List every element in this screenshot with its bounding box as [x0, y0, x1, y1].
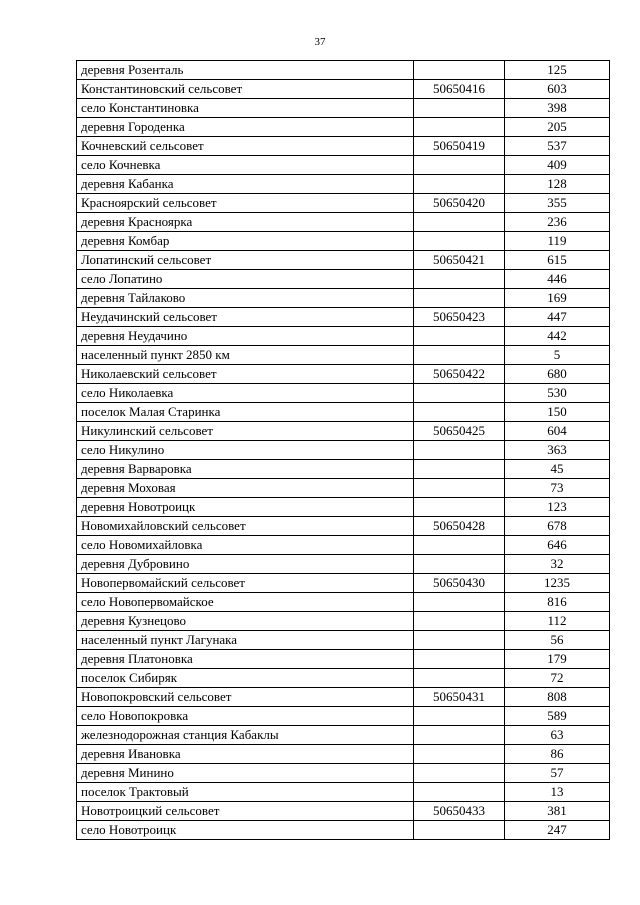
- oktmo-code-cell: [414, 460, 505, 479]
- population-cell: 603: [505, 80, 610, 99]
- oktmo-code-cell: 50650421: [414, 251, 505, 270]
- oktmo-code-cell: [414, 118, 505, 137]
- table-row: [77, 308, 610, 327]
- oktmo-code-cell: [414, 631, 505, 650]
- settlements-table: [76, 60, 610, 840]
- population-cell: 236: [505, 213, 610, 232]
- oktmo-code-cell: [414, 821, 505, 840]
- oktmo-code-cell: [414, 555, 505, 574]
- settlement-name-cell: деревня Новотроицк: [77, 498, 414, 517]
- table-row: [77, 99, 610, 118]
- settlement-name-cell: село Новомихайловка: [77, 536, 414, 555]
- table-row: [77, 821, 610, 840]
- population-cell: 409: [505, 156, 610, 175]
- oktmo-code-cell: 50650416: [414, 80, 505, 99]
- table-row: [77, 270, 610, 289]
- settlement-name-cell: деревня Варваровка: [77, 460, 414, 479]
- settlement-name-cell: Кочневский сельсовет: [77, 137, 414, 156]
- oktmo-code-cell: [414, 175, 505, 194]
- population-cell: 1235: [505, 574, 610, 593]
- population-cell: 205: [505, 118, 610, 137]
- settlement-name-cell: поселок Трактовый: [77, 783, 414, 802]
- table-row: [77, 802, 610, 821]
- table-row: [77, 346, 610, 365]
- settlement-name-cell: деревня Моховая: [77, 479, 414, 498]
- settlement-name-cell: Лопатинский сельсовет: [77, 251, 414, 270]
- oktmo-code-cell: [414, 536, 505, 555]
- oktmo-code-cell: [414, 346, 505, 365]
- population-cell: 57: [505, 764, 610, 783]
- settlement-name-cell: село Константиновка: [77, 99, 414, 118]
- population-cell: 398: [505, 99, 610, 118]
- table-row: [77, 118, 610, 137]
- table-row: [77, 764, 610, 783]
- population-cell: 442: [505, 327, 610, 346]
- population-cell: 123: [505, 498, 610, 517]
- table-row: [77, 650, 610, 669]
- settlement-name-cell: Никулинский сельсовет: [77, 422, 414, 441]
- table-row: [77, 612, 610, 631]
- settlement-name-cell: железнодорожная станция Кабаклы: [77, 726, 414, 745]
- settlement-name-cell: Николаевский сельсовет: [77, 365, 414, 384]
- oktmo-code-cell: [414, 270, 505, 289]
- settlement-name-cell: деревня Ивановка: [77, 745, 414, 764]
- settlement-name-cell: населенный пункт 2850 км: [77, 346, 414, 365]
- table-row: [77, 194, 610, 213]
- table-row: [77, 251, 610, 270]
- settlement-name-cell: деревня Дубровино: [77, 555, 414, 574]
- population-cell: 604: [505, 422, 610, 441]
- population-cell: 169: [505, 289, 610, 308]
- oktmo-code-cell: [414, 61, 505, 80]
- table-row: [77, 783, 610, 802]
- oktmo-code-cell: [414, 403, 505, 422]
- population-cell: 530: [505, 384, 610, 403]
- table-row: [77, 365, 610, 384]
- settlement-name-cell: деревня Неудачино: [77, 327, 414, 346]
- settlement-name-cell: село Новопокровка: [77, 707, 414, 726]
- oktmo-code-cell: [414, 384, 505, 403]
- table-row: [77, 213, 610, 232]
- population-cell: 72: [505, 669, 610, 688]
- oktmo-code-cell: [414, 479, 505, 498]
- settlement-name-cell: деревня Тайлаково: [77, 289, 414, 308]
- oktmo-code-cell: [414, 650, 505, 669]
- oktmo-code-cell: 50650419: [414, 137, 505, 156]
- settlement-name-cell: Красноярский сельсовет: [77, 194, 414, 213]
- table-row: [77, 669, 610, 688]
- table-row: [77, 555, 610, 574]
- page-number: 37: [314, 36, 326, 48]
- settlement-name-cell: населенный пункт Лагунака: [77, 631, 414, 650]
- population-cell: 179: [505, 650, 610, 669]
- settlement-name-cell: деревня Городенка: [77, 118, 414, 137]
- population-cell: 86: [505, 745, 610, 764]
- settlement-name-cell: Неудачинский сельсовет: [77, 308, 414, 327]
- population-cell: 5: [505, 346, 610, 365]
- population-cell: 63: [505, 726, 610, 745]
- table-row: [77, 232, 610, 251]
- oktmo-code-cell: [414, 327, 505, 346]
- population-cell: 125: [505, 61, 610, 80]
- table-row: [77, 289, 610, 308]
- population-cell: 808: [505, 688, 610, 707]
- population-cell: 363: [505, 441, 610, 460]
- settlement-name-cell: село Новотроицк: [77, 821, 414, 840]
- population-cell: 112: [505, 612, 610, 631]
- population-cell: 128: [505, 175, 610, 194]
- settlement-name-cell: поселок Сибиряк: [77, 669, 414, 688]
- oktmo-code-cell: 50650428: [414, 517, 505, 536]
- table-row: [77, 137, 610, 156]
- settlement-name-cell: деревня Розенталь: [77, 61, 414, 80]
- oktmo-code-cell: [414, 612, 505, 631]
- population-cell: 678: [505, 517, 610, 536]
- table-row: [77, 593, 610, 612]
- table-row: [77, 498, 610, 517]
- population-cell: 646: [505, 536, 610, 555]
- table-row: [77, 460, 610, 479]
- table-row: [77, 536, 610, 555]
- oktmo-code-cell: [414, 213, 505, 232]
- settlement-name-cell: село Новопервомайское: [77, 593, 414, 612]
- population-cell: 446: [505, 270, 610, 289]
- population-cell: 247: [505, 821, 610, 840]
- oktmo-code-cell: 50650420: [414, 194, 505, 213]
- population-cell: 589: [505, 707, 610, 726]
- table-row: [77, 688, 610, 707]
- oktmo-code-cell: [414, 498, 505, 517]
- population-cell: 680: [505, 365, 610, 384]
- table-row: [77, 726, 610, 745]
- table-row: [77, 327, 610, 346]
- population-cell: 13: [505, 783, 610, 802]
- population-cell: 56: [505, 631, 610, 650]
- population-cell: 119: [505, 232, 610, 251]
- settlement-name-cell: Новомихайловский сельсовет: [77, 517, 414, 536]
- settlement-name-cell: село Николаевка: [77, 384, 414, 403]
- oktmo-code-cell: [414, 289, 505, 308]
- table-row: [77, 175, 610, 194]
- oktmo-code-cell: [414, 441, 505, 460]
- population-cell: 537: [505, 137, 610, 156]
- settlement-name-cell: поселок Малая Старинка: [77, 403, 414, 422]
- table-body: [77, 61, 610, 840]
- settlement-name-cell: деревня Платоновка: [77, 650, 414, 669]
- table-row: [77, 707, 610, 726]
- oktmo-code-cell: [414, 707, 505, 726]
- table-row: [77, 384, 610, 403]
- oktmo-code-cell: [414, 593, 505, 612]
- oktmo-code-cell: [414, 783, 505, 802]
- population-cell: 73: [505, 479, 610, 498]
- oktmo-code-cell: [414, 156, 505, 175]
- oktmo-code-cell: 50650422: [414, 365, 505, 384]
- oktmo-code-cell: 50650423: [414, 308, 505, 327]
- population-cell: 355: [505, 194, 610, 213]
- table-row: [77, 403, 610, 422]
- oktmo-code-cell: [414, 764, 505, 783]
- population-cell: 816: [505, 593, 610, 612]
- oktmo-code-cell: [414, 726, 505, 745]
- oktmo-code-cell: [414, 669, 505, 688]
- settlement-name-cell: Новопервомайский сельсовет: [77, 574, 414, 593]
- settlement-name-cell: деревня Кабанка: [77, 175, 414, 194]
- population-cell: 45: [505, 460, 610, 479]
- population-cell: 150: [505, 403, 610, 422]
- table-row: [77, 61, 610, 80]
- oktmo-code-cell: 50650430: [414, 574, 505, 593]
- settlement-name-cell: село Никулино: [77, 441, 414, 460]
- oktmo-code-cell: [414, 99, 505, 118]
- oktmo-code-cell: [414, 745, 505, 764]
- table-row: [77, 631, 610, 650]
- population-cell: 381: [505, 802, 610, 821]
- table-row: [77, 80, 610, 99]
- oktmo-code-cell: [414, 232, 505, 251]
- table-row: [77, 441, 610, 460]
- table-row: [77, 479, 610, 498]
- settlement-name-cell: село Лопатино: [77, 270, 414, 289]
- settlement-name-cell: Новотроицкий сельсовет: [77, 802, 414, 821]
- settlement-name-cell: Константиновский сельсовет: [77, 80, 414, 99]
- table-row: [77, 422, 610, 441]
- table-row: [77, 517, 610, 536]
- settlement-name-cell: деревня Минино: [77, 764, 414, 783]
- settlement-name-cell: деревня Кузнецово: [77, 612, 414, 631]
- table-row: [77, 574, 610, 593]
- population-cell: 615: [505, 251, 610, 270]
- table-row: [77, 745, 610, 764]
- oktmo-code-cell: 50650425: [414, 422, 505, 441]
- population-cell: 32: [505, 555, 610, 574]
- settlement-name-cell: деревня Комбар: [77, 232, 414, 251]
- oktmo-code-cell: 50650433: [414, 802, 505, 821]
- oktmo-code-cell: 50650431: [414, 688, 505, 707]
- population-cell: 447: [505, 308, 610, 327]
- settlement-name-cell: Новопокровский сельсовет: [77, 688, 414, 707]
- settlement-name-cell: деревня Красноярка: [77, 213, 414, 232]
- settlement-name-cell: село Кочневка: [77, 156, 414, 175]
- table-row: [77, 156, 610, 175]
